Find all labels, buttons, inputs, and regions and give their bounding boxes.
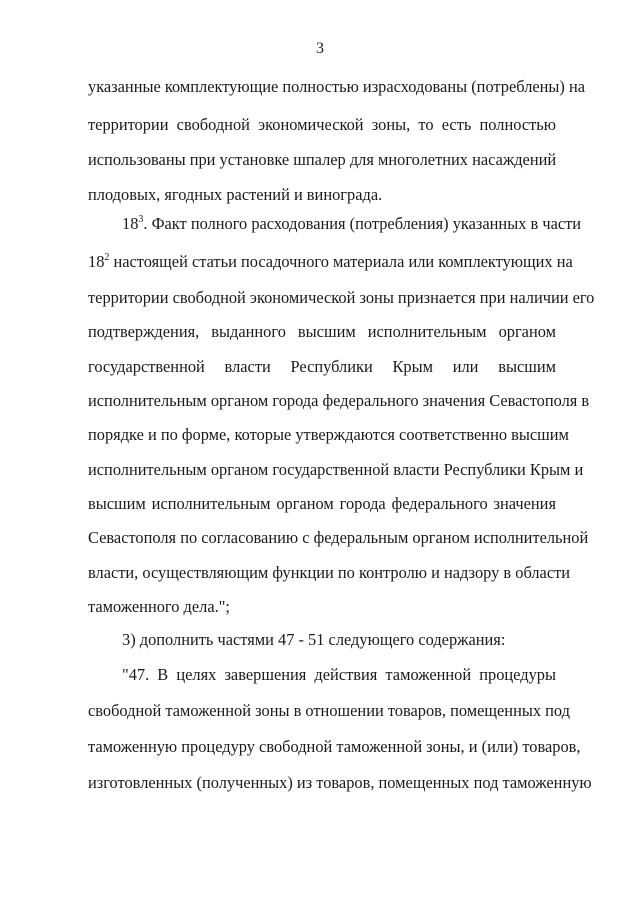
text-line: указанные комплектующие полностью израсходованы (потреблены) на [88, 77, 586, 96]
text-line: "47. В целях завершения действия таможенной процедуры [122, 665, 556, 684]
text-line: территории свободной экономической зоны, то есть полностью [88, 115, 556, 134]
text-line: таможенного дела."; [88, 597, 230, 616]
text-line: исполнительным органом города федерального значения Севастополя в [88, 391, 590, 410]
text-line: исполнительным органом государственной власти Республики Крым и [88, 460, 584, 479]
text-line: свободной таможенной зоны в отношении товаров, помещенных под [88, 701, 570, 720]
text-line: Севастополя по согласованию с федеральным органом исполнительной [88, 528, 589, 547]
text-line: использованы при установке шпалер для многолетних насаждений [88, 150, 557, 169]
text-line-superscript: $18^3$. Факт полного расходования (потребления) указанных в части [122, 214, 582, 233]
text-line: плодовых, ягодных растений и винограда. [88, 185, 383, 204]
text-line: власти, осуществляющим функции по контролю и надзору в области [88, 563, 571, 582]
text-line: государственной власти Республики Крым или высшим [88, 357, 556, 376]
text-line: таможенную процедуру свободной таможенной зоны, и (или) товаров, [88, 737, 581, 756]
text-line: порядке и по форме, которые утверждаются соответственно высшим [88, 425, 569, 444]
text-line: 3) дополнить частями 47 - 51 следующего содержания: [122, 630, 506, 649]
page-number: 3 [316, 40, 324, 57]
text-line: изготовленных (полученных) из товаров, помещенных под таможенную [88, 773, 592, 792]
text-line-superscript: $18^2$ настоящей статьи посадочного материала или комплектующих на [88, 252, 573, 271]
text-line: подтверждения, выданного высшим исполнительным органом [88, 322, 556, 341]
text-line: территории свободной экономической зоны признается при наличии его [88, 288, 595, 307]
text-line: высшим исполнительным органом города федерального значения [88, 494, 556, 513]
